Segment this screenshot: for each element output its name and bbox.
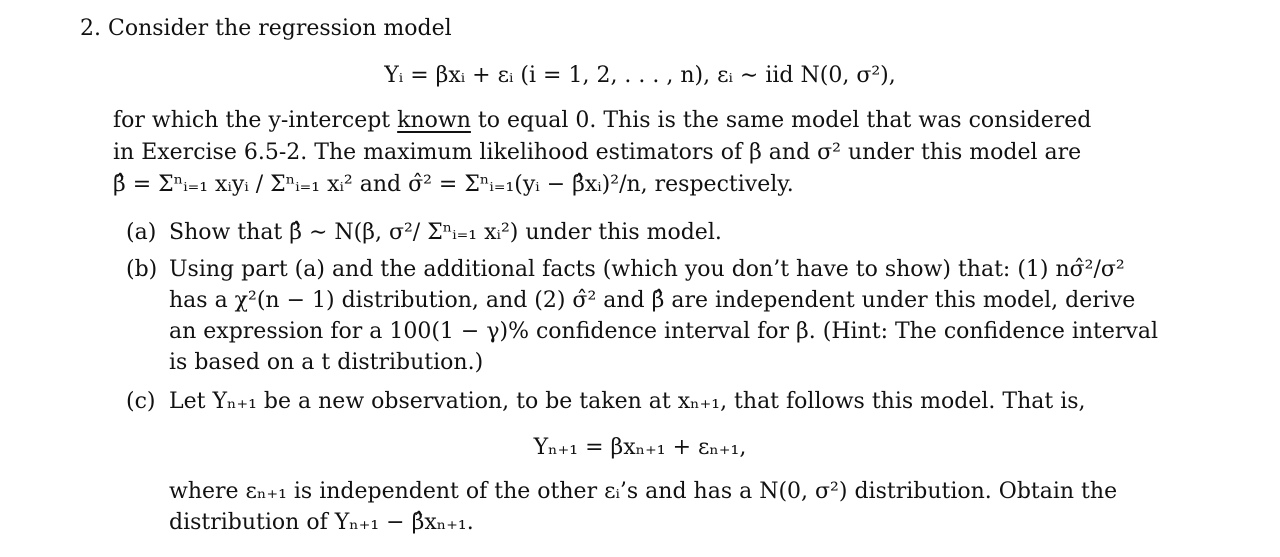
paragraph-line-1-end: to equal 0. This is the same model that was considered — [470, 108, 1092, 133]
problem-header — [80, 14, 452, 44]
part-b-line-2: has a χ²(n − 1) distribution, and (2) σ̂² and β̂ are independent under this model, derive — [169, 288, 1136, 313]
paragraph-line-3: β̂ = Σⁿᵢ₌₁ xᵢyᵢ / Σⁿᵢ₌₁ xᵢ² and σ̂² = Σⁿᵢ₌₁(yᵢ − β̂xᵢ)²/n, respectively. — [113, 172, 794, 197]
part-c-line-1: Let Yₙ₊₁ be a new observation, to be taken at xₙ₊₁, that follows this model. That is, — [169, 389, 1086, 414]
model-equation: Yᵢ = βxᵢ + εᵢ (i = 1, 2, . . . , n), εᵢ ∼ iid N(0, σ²), — [384, 63, 896, 88]
part-a-label: (a) — [126, 220, 157, 245]
problem-number: 2. — [80, 16, 101, 41]
part-b-line-1: Using part (a) and the additional facts (which you don’t have to show) that: (1) nσ̂²/σ² — [169, 257, 1125, 282]
known-underlined-text: known — [397, 108, 471, 133]
paragraph-line-2: in Exercise 6.5-2. The maximum likelihood estimators of β and σ² under this model are — [113, 140, 1082, 165]
part-c-line-3: distribution of Yₙ₊₁ − β̂xₙ₊₁. — [169, 510, 474, 535]
part-c-label: (c) — [126, 389, 156, 414]
part-b-line-3: an expression for a 100(1 − γ)% confidence interval for β. (Hint: The confidence interval — [169, 319, 1159, 344]
part-c-equation: Yₙ₊₁ = βxₙ₊₁ + εₙ₊₁, — [533, 435, 747, 460]
paragraph-line-1 — [113, 106, 1091, 136]
part-b-line-4: is based on a t distribution.) — [169, 350, 484, 375]
problem-intro: Consider the regression model — [108, 16, 452, 41]
part-c-line-2: where εₙ₊₁ is independent of the other εᵢ’s and has a N(0, σ²) distribution. Obtain the — [169, 479, 1118, 504]
part-a-text: Show that β̂ ∼ N(β, σ²/ Σⁿᵢ₌₁ xᵢ²) under this model. — [169, 220, 722, 245]
part-b-label: (b) — [126, 257, 158, 282]
paragraph-line-1-start: for which the y-intercept — [113, 108, 398, 133]
